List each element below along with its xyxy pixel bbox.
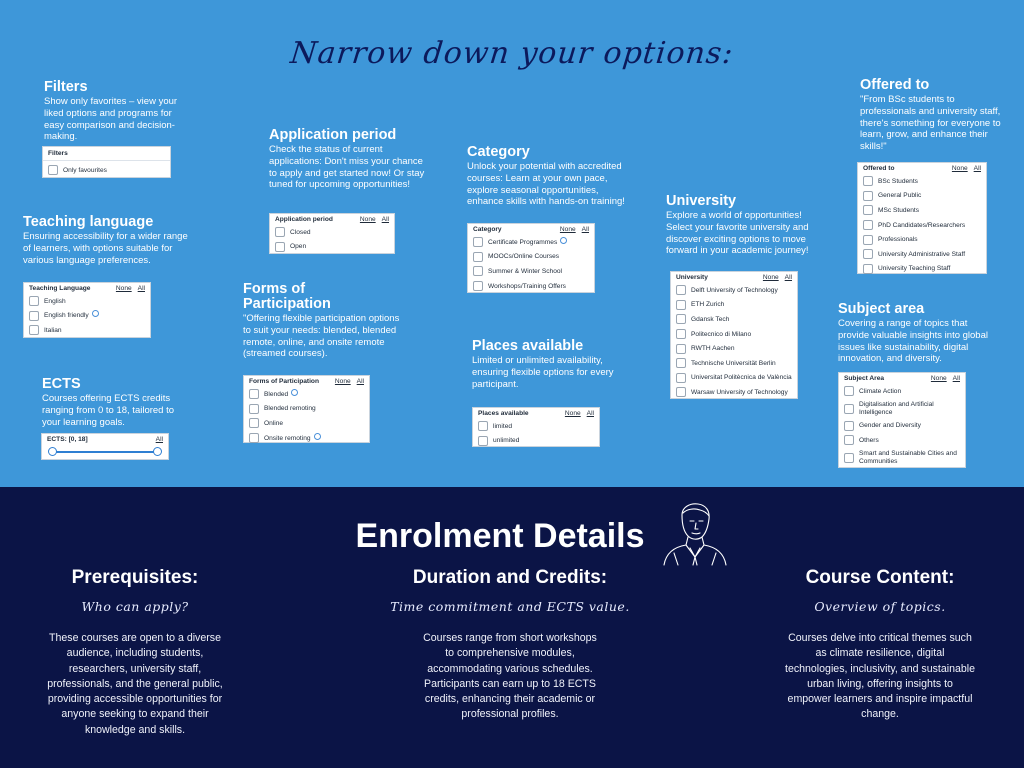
checkbox[interactable] xyxy=(473,252,483,262)
select-none-link[interactable]: None xyxy=(559,226,576,233)
checkbox[interactable] xyxy=(275,242,285,252)
forms-panel-header xyxy=(244,376,369,387)
subject-area-section xyxy=(838,302,988,365)
forms-option-blended[interactable] xyxy=(244,387,369,402)
option-label: ETH Zurich xyxy=(691,301,725,309)
language-option-english-friendly[interactable] xyxy=(24,309,150,324)
select-all-link[interactable]: All xyxy=(586,410,594,417)
university-option-gdansk[interactable] xyxy=(671,312,797,327)
checkbox[interactable] xyxy=(249,418,259,428)
filters-panel xyxy=(42,146,171,178)
subject-area-description: Covering a range of topics that provide valuable insights into global issues like sustainability, digital innovation, and diversity. xyxy=(838,318,988,365)
category-option-moocs[interactable] xyxy=(468,250,594,265)
subject-area-panel-header xyxy=(839,373,965,384)
subject-area-panel-title: Subject Area xyxy=(844,375,885,382)
university-option-warsaw[interactable] xyxy=(671,385,797,400)
select-all-link[interactable]: All xyxy=(581,226,589,233)
places-panel-header xyxy=(473,408,599,419)
checkbox[interactable] xyxy=(844,386,854,396)
category-section xyxy=(467,145,627,208)
content-subtitle: Overview of topics. xyxy=(814,599,946,614)
ects-section xyxy=(42,377,192,428)
teaching-language-panel xyxy=(23,282,151,338)
checkbox[interactable] xyxy=(676,329,686,339)
subject-area-panel xyxy=(838,372,966,468)
select-none-link[interactable]: None xyxy=(762,274,779,281)
duration-column xyxy=(390,567,630,723)
language-option-english[interactable] xyxy=(24,294,150,309)
checkbox[interactable] xyxy=(29,296,39,306)
option-label: MOOCs/Online Courses xyxy=(488,253,560,261)
checkbox[interactable] xyxy=(676,358,686,368)
ects-panel-title: ECTS: [0, 18] xyxy=(47,436,88,443)
option-label: Closed xyxy=(290,228,311,236)
content-column xyxy=(785,567,975,723)
option-label: RWTH Aachen xyxy=(691,345,735,353)
checkbox[interactable] xyxy=(249,433,259,443)
select-none-link[interactable]: None xyxy=(334,378,351,385)
checkbox[interactable] xyxy=(676,300,686,310)
checkbox[interactable] xyxy=(863,205,873,215)
places-section xyxy=(472,339,622,390)
option-label: MSc Students xyxy=(878,206,920,214)
forms-title: Forms of Participation xyxy=(243,281,331,312)
option-label: Warsaw University of Technology xyxy=(691,388,788,396)
university-option-upv[interactable] xyxy=(671,371,797,386)
checkbox[interactable] xyxy=(844,435,854,445)
category-panel xyxy=(467,223,595,293)
prerequisites-column xyxy=(40,567,230,738)
offered-to-title: Offered to xyxy=(860,77,930,93)
offered-to-section xyxy=(860,78,1012,153)
forms-option-blended-remoting[interactable] xyxy=(244,402,369,417)
offered-option-bsc[interactable] xyxy=(858,174,986,189)
application-period-panel xyxy=(269,213,395,254)
forms-option-online[interactable] xyxy=(244,416,369,431)
option-label: Open xyxy=(290,243,307,251)
select-all-link[interactable]: All xyxy=(155,436,163,443)
duration-text: Courses range from short workshops to comprehensive modules, accommodating various schedules. Participants can earn up to 18 ECTS credits, enhancing their academic or professional profiles. xyxy=(423,632,597,721)
option-label: Smart and Sustainable Cities and Communities xyxy=(859,450,957,465)
option-label: Others xyxy=(859,436,879,444)
select-all-link[interactable]: All xyxy=(137,285,145,292)
forms-panel-title: Forms of Participation xyxy=(249,378,319,385)
teaching-language-description: Ensuring accessibility for a wider range of learners, with options suitable for various language preferences. xyxy=(23,231,188,266)
filters-title: Filters xyxy=(44,79,88,95)
option-label: Blended remoting xyxy=(264,405,316,413)
select-none-link[interactable]: None xyxy=(359,216,376,223)
option-label: Digitalisation and Artificial Intelligence xyxy=(859,401,934,416)
enrolment-details xyxy=(0,487,1024,768)
university-panel-header xyxy=(671,272,797,283)
option-label: University Administrative Staff xyxy=(878,250,966,258)
option-label: Gdansk Tech xyxy=(691,315,730,323)
option-label: Universitat Politècnica de València xyxy=(691,374,792,382)
slider-max-handle[interactable] xyxy=(153,447,162,456)
university-section xyxy=(666,194,818,257)
option-label: Onsite remoting xyxy=(264,434,311,442)
info-icon[interactable] xyxy=(314,433,321,440)
places-option-limited[interactable] xyxy=(473,419,599,434)
info-icon[interactable] xyxy=(291,389,298,396)
select-none-link[interactable]: None xyxy=(564,410,581,417)
application-period-description: Check the status of current applications: Don't miss your chance to apply and get started now! Or stay tuned for upcoming opportunities! xyxy=(269,144,425,191)
option-label: Workshops/Training Offers xyxy=(488,282,566,290)
offered-option-professionals[interactable] xyxy=(858,232,986,247)
forms-section xyxy=(243,282,403,360)
content-text: Courses delve into critical themes such as climate resilience, digital technologies, inclusivity, and sustainable urban living, offering insights to empower learners and inspire impactful change. xyxy=(785,632,976,721)
select-all-link[interactable]: All xyxy=(356,378,364,385)
category-title: Category xyxy=(467,144,530,160)
checkbox[interactable] xyxy=(863,235,873,245)
info-icon[interactable] xyxy=(92,310,99,317)
select-none-link[interactable]: None xyxy=(930,375,947,382)
option-label: Gender and Diversity xyxy=(859,422,921,430)
checkbox[interactable] xyxy=(249,389,259,399)
ects-range-slider[interactable] xyxy=(48,445,162,459)
checkbox[interactable] xyxy=(676,387,686,397)
university-option-polimi[interactable] xyxy=(671,327,797,342)
application-period-panel-header xyxy=(270,214,394,225)
checkbox[interactable] xyxy=(676,314,686,324)
offered-option-admin-staff[interactable] xyxy=(858,247,986,262)
option-label: Technische Universität Berlin xyxy=(691,359,776,367)
option-label: English friendly xyxy=(44,312,89,320)
option-label: BSc Students xyxy=(878,177,918,185)
university-option-eth[interactable] xyxy=(671,298,797,313)
checkbox[interactable] xyxy=(844,404,854,414)
offered-option-general-public[interactable] xyxy=(858,189,986,204)
checkbox[interactable] xyxy=(29,311,39,321)
option-label: Certificate Programmes xyxy=(488,238,558,246)
university-description: Explore a world of opportunities! Select your favorite university and discover exciting options to move forward in your academic journey! xyxy=(666,210,809,257)
forms-description: "Offering flexible participation options to suit your needs: blended, blended remote, online, and onsite remote (streamed courses). xyxy=(243,313,400,360)
application-period-panel-title: Application period xyxy=(275,216,333,223)
subject-option-climate[interactable] xyxy=(839,384,965,399)
forms-option-onsite-remoting[interactable] xyxy=(244,431,369,446)
category-option-certificate[interactable] xyxy=(468,235,594,250)
prerequisites-text: These courses are open to a diverse audience, including students, researchers, university staff, professionals, and the general public, providing accessible opportunities for anyone seeking to expand their knowledge and skills. xyxy=(47,632,223,736)
category-option-workshops[interactable] xyxy=(468,279,594,294)
checkbox[interactable] xyxy=(844,421,854,431)
checkbox[interactable] xyxy=(275,227,285,237)
enrolment-title: Enrolment Details xyxy=(355,517,645,555)
option-label: Blended xyxy=(264,390,289,398)
slider-track xyxy=(52,451,158,453)
option-label: Politecnico di Milano xyxy=(691,330,752,338)
places-panel-title: Places available xyxy=(478,410,529,417)
offered-option-msc[interactable] xyxy=(858,203,986,218)
option-label: Delft University of Technology xyxy=(691,286,778,294)
university-title: University xyxy=(666,193,737,209)
select-all-link[interactable]: All xyxy=(784,274,792,281)
places-panel xyxy=(472,407,600,447)
university-option-delft[interactable] xyxy=(671,283,797,298)
option-label: unlimited xyxy=(493,437,520,445)
prerequisites-subtitle: Who can apply? xyxy=(81,599,189,614)
checkbox[interactable] xyxy=(844,453,854,463)
option-label: PhD Candidates/Researchers xyxy=(878,221,966,229)
option-label: Climate Action xyxy=(859,387,902,395)
university-panel-title: University xyxy=(676,274,708,281)
select-all-link[interactable]: All xyxy=(973,165,981,172)
option-label: Only favourites xyxy=(63,166,107,174)
checkbox[interactable] xyxy=(863,249,873,259)
slider-min-handle[interactable] xyxy=(48,447,57,456)
select-all-link[interactable]: All xyxy=(952,375,960,382)
category-description: Unlock your potential with accredited courses: Learn at your own pace, explore seasonal opportunities, enhance skills with hands-on training! xyxy=(467,161,625,208)
option-label: Italian xyxy=(44,326,62,334)
category-panel-header xyxy=(468,224,594,235)
teaching-language-section xyxy=(23,215,193,266)
offered-option-phd[interactable] xyxy=(858,218,986,233)
checkbox[interactable] xyxy=(478,436,488,446)
teaching-language-panel-title: Teaching Language xyxy=(29,285,91,292)
prerequisites-title: Prerequisites: xyxy=(71,567,199,588)
checkbox[interactable] xyxy=(676,373,686,383)
university-panel xyxy=(670,271,798,399)
forms-panel xyxy=(243,375,370,443)
subject-option-digitalisation[interactable] xyxy=(839,399,965,419)
page-headline: Narrow down your options: xyxy=(288,36,736,71)
language-option-italian[interactable] xyxy=(24,323,150,338)
ects-title: ECTS xyxy=(42,376,81,392)
checkbox[interactable] xyxy=(48,165,58,175)
select-all-link[interactable]: All xyxy=(381,216,389,223)
checkbox[interactable] xyxy=(473,266,483,276)
checkbox[interactable] xyxy=(473,281,483,291)
subject-area-title: Subject area xyxy=(838,301,925,317)
teaching-language-title: Teaching language xyxy=(23,214,154,230)
option-label: Professionals xyxy=(878,236,918,244)
application-option-closed[interactable] xyxy=(270,225,394,240)
option-label: General Public xyxy=(878,192,922,200)
checkbox[interactable] xyxy=(863,176,873,186)
checkbox[interactable] xyxy=(473,237,483,247)
filter-option-only-favourites[interactable] xyxy=(43,163,170,178)
filters-panel-title: Filters xyxy=(48,150,68,157)
option-label: limited xyxy=(493,422,513,430)
duration-subtitle: Time commitment and ECTS value. xyxy=(390,599,630,614)
checkbox[interactable] xyxy=(863,264,873,274)
filters-panel-header xyxy=(43,147,170,161)
select-none-link[interactable]: None xyxy=(951,165,968,172)
checkbox[interactable] xyxy=(676,344,686,354)
university-option-tu-berlin[interactable] xyxy=(671,356,797,371)
places-option-unlimited[interactable] xyxy=(473,434,599,449)
checkbox[interactable] xyxy=(478,421,488,431)
checkbox[interactable] xyxy=(676,285,686,295)
ects-description: Courses offering ECTS credits ranging from 0 to 18, tailored to your learning goals. xyxy=(42,393,175,428)
offered-to-panel xyxy=(857,162,987,274)
subject-option-smart-cities[interactable] xyxy=(839,448,965,468)
filters-section xyxy=(44,80,194,143)
checkbox[interactable] xyxy=(29,325,39,335)
info-icon[interactable] xyxy=(560,237,567,244)
category-panel-title: Category xyxy=(473,226,502,233)
filters-description: Show only favorites – view your liked options and programs for easy comparison and decision-making. xyxy=(44,96,178,143)
teaching-language-panel-header xyxy=(24,283,150,294)
offered-to-description: "From BSc students to professionals and university staff, there's something for everyone to learn, grow, and enhance their skills!" xyxy=(860,94,1001,153)
portrait-sketch-icon xyxy=(660,501,730,567)
offered-to-panel-header xyxy=(858,163,986,174)
option-label: Summer & Winter School xyxy=(488,267,563,275)
ects-panel-header xyxy=(42,434,168,445)
offered-option-teaching-staff[interactable] xyxy=(858,262,986,277)
subject-option-others[interactable] xyxy=(839,433,965,448)
places-description: Limited or unlimited availability, ensuring flexible options for every participant. xyxy=(472,355,614,390)
offered-to-panel-title: Offered to xyxy=(863,165,895,172)
ects-panel xyxy=(41,433,169,460)
checkbox[interactable] xyxy=(249,404,259,414)
application-period-section xyxy=(269,128,429,191)
places-title: Places available xyxy=(472,338,584,354)
option-label: University Teaching Staff xyxy=(878,265,951,273)
option-label: English xyxy=(44,297,66,305)
select-none-link[interactable]: None xyxy=(115,285,132,292)
application-option-open[interactable] xyxy=(270,240,394,255)
application-period-title: Application period xyxy=(269,127,397,143)
checkbox[interactable] xyxy=(863,191,873,201)
subject-option-gender[interactable] xyxy=(839,419,965,434)
option-label: Online xyxy=(264,419,284,427)
content-title: Course Content: xyxy=(805,567,955,588)
category-option-summer-winter[interactable] xyxy=(468,264,594,279)
duration-title: Duration and Credits: xyxy=(412,567,608,588)
university-option-rwth[interactable] xyxy=(671,341,797,356)
checkbox[interactable] xyxy=(863,220,873,230)
